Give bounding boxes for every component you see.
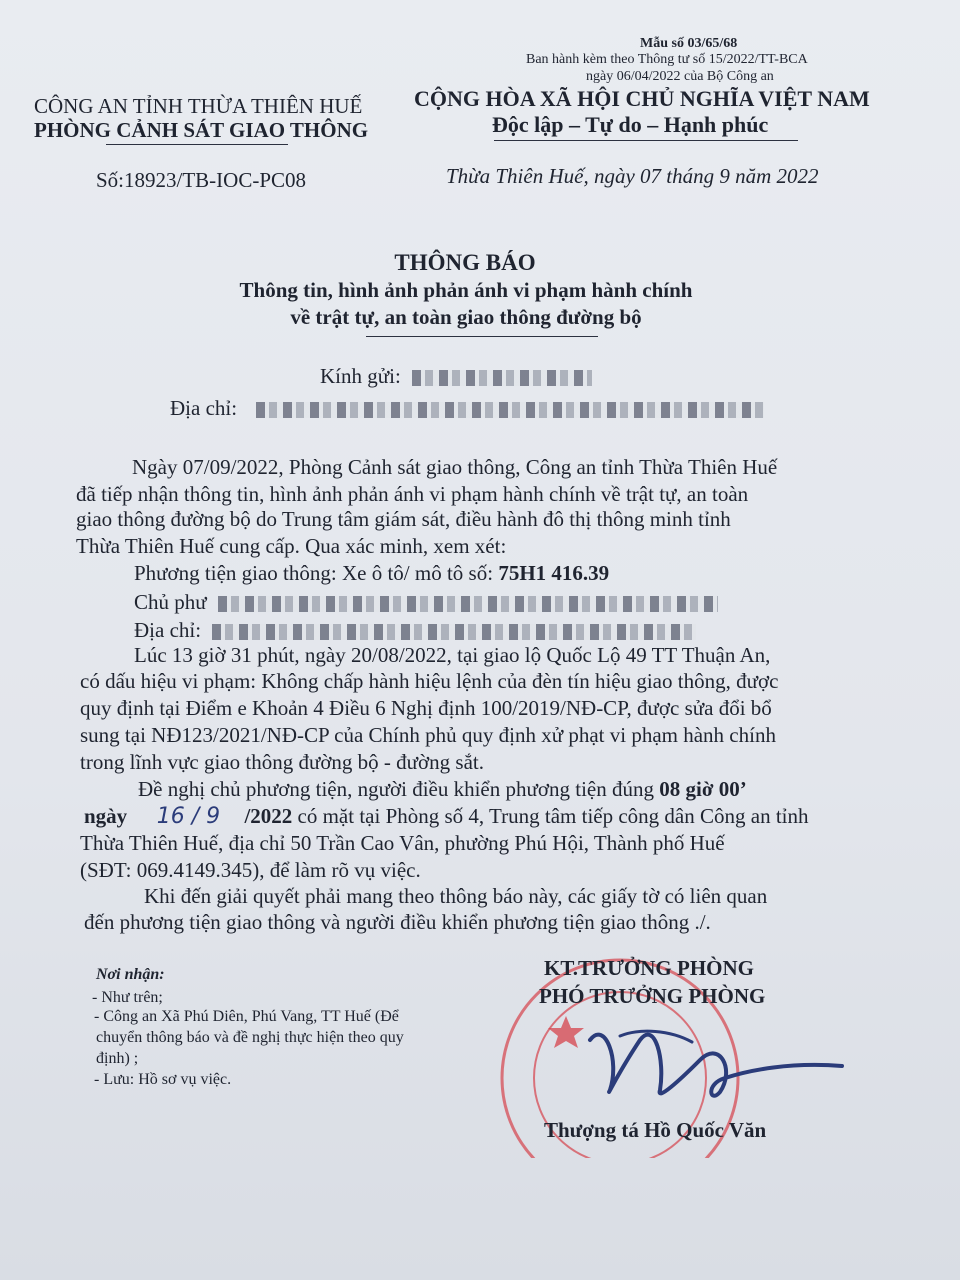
document-number: Số:18923/TB-IOC-PC08 xyxy=(96,168,307,192)
title-underline xyxy=(366,336,598,337)
form-number: Mẫu số 03/65/68 xyxy=(640,36,738,51)
body-text: Đề nghị chủ phương tiện, người điều khiển phương tiện đúng xyxy=(138,777,654,801)
appointment-year: /2022 xyxy=(244,804,293,828)
motto-underline xyxy=(494,140,798,141)
body-line: trong lĩnh vực giao thông đường bộ - đường sắt. xyxy=(80,750,484,774)
form-reference-1: Ban hành kèm theo Thông tư số 15/2022/TT-BCA xyxy=(526,52,808,67)
vehicle-plate: 75H1 416.39 xyxy=(498,561,610,585)
document-subtitle-2: về trật tự, an toàn giao thông đường bộ xyxy=(290,305,642,329)
body-line: đã tiếp nhận thông tin, hình ảnh phản ánh vi phạm hành chính về trật tự, an toàn xyxy=(76,482,749,506)
to-label: Kính gửi: xyxy=(320,364,401,388)
body-line: có dấu hiệu vi phạm: Không chấp hành hiệu lệnh của đèn tín hiệu giao thông, được xyxy=(80,669,779,693)
date-label: ngày xyxy=(84,804,128,828)
document-subtitle-1: Thông tin, hình ảnh phản ánh vi phạm hành chính xyxy=(239,278,693,302)
body-line: Thừa Thiên Huế, địa chỉ 50 Trần Cao Vân, phường Phú Hội, Thành phố Huế xyxy=(80,831,725,855)
redacted-recipient-name xyxy=(412,370,592,386)
signer-name: Thượng tá Hồ Quốc Văn xyxy=(544,1118,767,1142)
owner-label: Chủ phư xyxy=(134,590,207,614)
appointment-date-line xyxy=(84,804,809,829)
address-label: Địa chỉ: xyxy=(170,396,238,420)
signature-title-2: PHÓ TRƯỞNG PHÒNG xyxy=(539,984,766,1008)
form-reference-2: ngày 06/04/2022 của Bộ Công an xyxy=(586,69,774,84)
body-line xyxy=(138,777,747,802)
nation-motto: Độc lập – Tự do – Hạnh phúc xyxy=(492,112,769,137)
signature-title-1: KT.TRƯỞNG PHÒNG xyxy=(544,956,754,980)
handwritten-date: 16 / 9 xyxy=(156,804,221,829)
body-line: Lúc 13 giờ 31 phút, ngày 20/08/2022, tại giao lộ Quốc Lộ 49 TT Thuận An, xyxy=(134,643,771,667)
redacted-owner-name xyxy=(218,596,718,612)
body-line: Khi đến giải quyết phải mang theo thông báo này, các giấy tờ có liên quan xyxy=(144,884,768,908)
body-line: đến phương tiện giao thông và người điều khiển phương tiện giao thông ./. xyxy=(84,910,711,934)
handwritten-signature xyxy=(560,1000,860,1110)
agency-name-2: PHÒNG CẢNH SÁT GIAO THÔNG xyxy=(34,118,369,142)
recipient-item: - Lưu: Hồ sơ vụ việc. xyxy=(94,1071,232,1088)
recipient-item: - Như trên; xyxy=(92,989,163,1006)
vehicle-line xyxy=(134,561,609,586)
agency-name-1: CÔNG AN TỈNH THỪA THIÊN HUẾ xyxy=(34,94,363,118)
redacted-recipient-address xyxy=(256,402,764,418)
recipient-item: - Công an Xã Phú Diên, Phú Vang, TT Huế (Để xyxy=(94,1008,399,1025)
body-line: (SĐT: 069.4149.345), để làm rõ vụ việc. xyxy=(80,858,421,882)
recipient-item: định) ; xyxy=(96,1050,139,1067)
agency-underline xyxy=(106,144,288,145)
body-text: có mặt tại Phòng số 4, Trung tâm tiếp công dân Công an tỉnh xyxy=(297,804,809,828)
nation-title: CỘNG HÒA XÃ HỘI CHỦ NGHĨA VIỆT NAM xyxy=(414,86,870,111)
place-date: Thừa Thiên Huế, ngày 07 tháng 9 năm 2022 xyxy=(446,164,819,188)
body-line: Thừa Thiên Huế cung cấp. Qua xác minh, xem xét: xyxy=(76,534,507,558)
appointment-time: 08 giờ 00’ xyxy=(659,777,747,801)
redacted-owner-address xyxy=(212,624,696,640)
recipients-label: Nơi nhận: xyxy=(96,966,165,983)
body-line: Ngày 07/09/2022, Phòng Cảnh sát giao thông, Công an tỉnh Thừa Thiên Huế xyxy=(132,455,778,479)
body-line: quy định tại Điểm e Khoản 4 Điều 6 Nghị định 100/2019/NĐ-CP, được sửa đổi bổ xyxy=(80,696,772,720)
body-line: giao thông đường bộ do Trung tâm giám sát, điều hành đô thị thông minh tỉnh xyxy=(76,507,731,531)
vehicle-label: Phương tiện giao thông: Xe ô tô/ mô tô số: xyxy=(134,561,494,585)
recipient-item: chuyển thông báo và đề nghị thực hiện theo quy xyxy=(96,1029,404,1046)
owner-address-label: Địa chỉ: xyxy=(134,618,202,642)
body-line: sung tại NĐ123/2021/NĐ-CP của Chính phủ quy định xử phạt vi phạm hành chính xyxy=(80,723,776,747)
document-title: THÔNG BÁO xyxy=(394,250,536,275)
